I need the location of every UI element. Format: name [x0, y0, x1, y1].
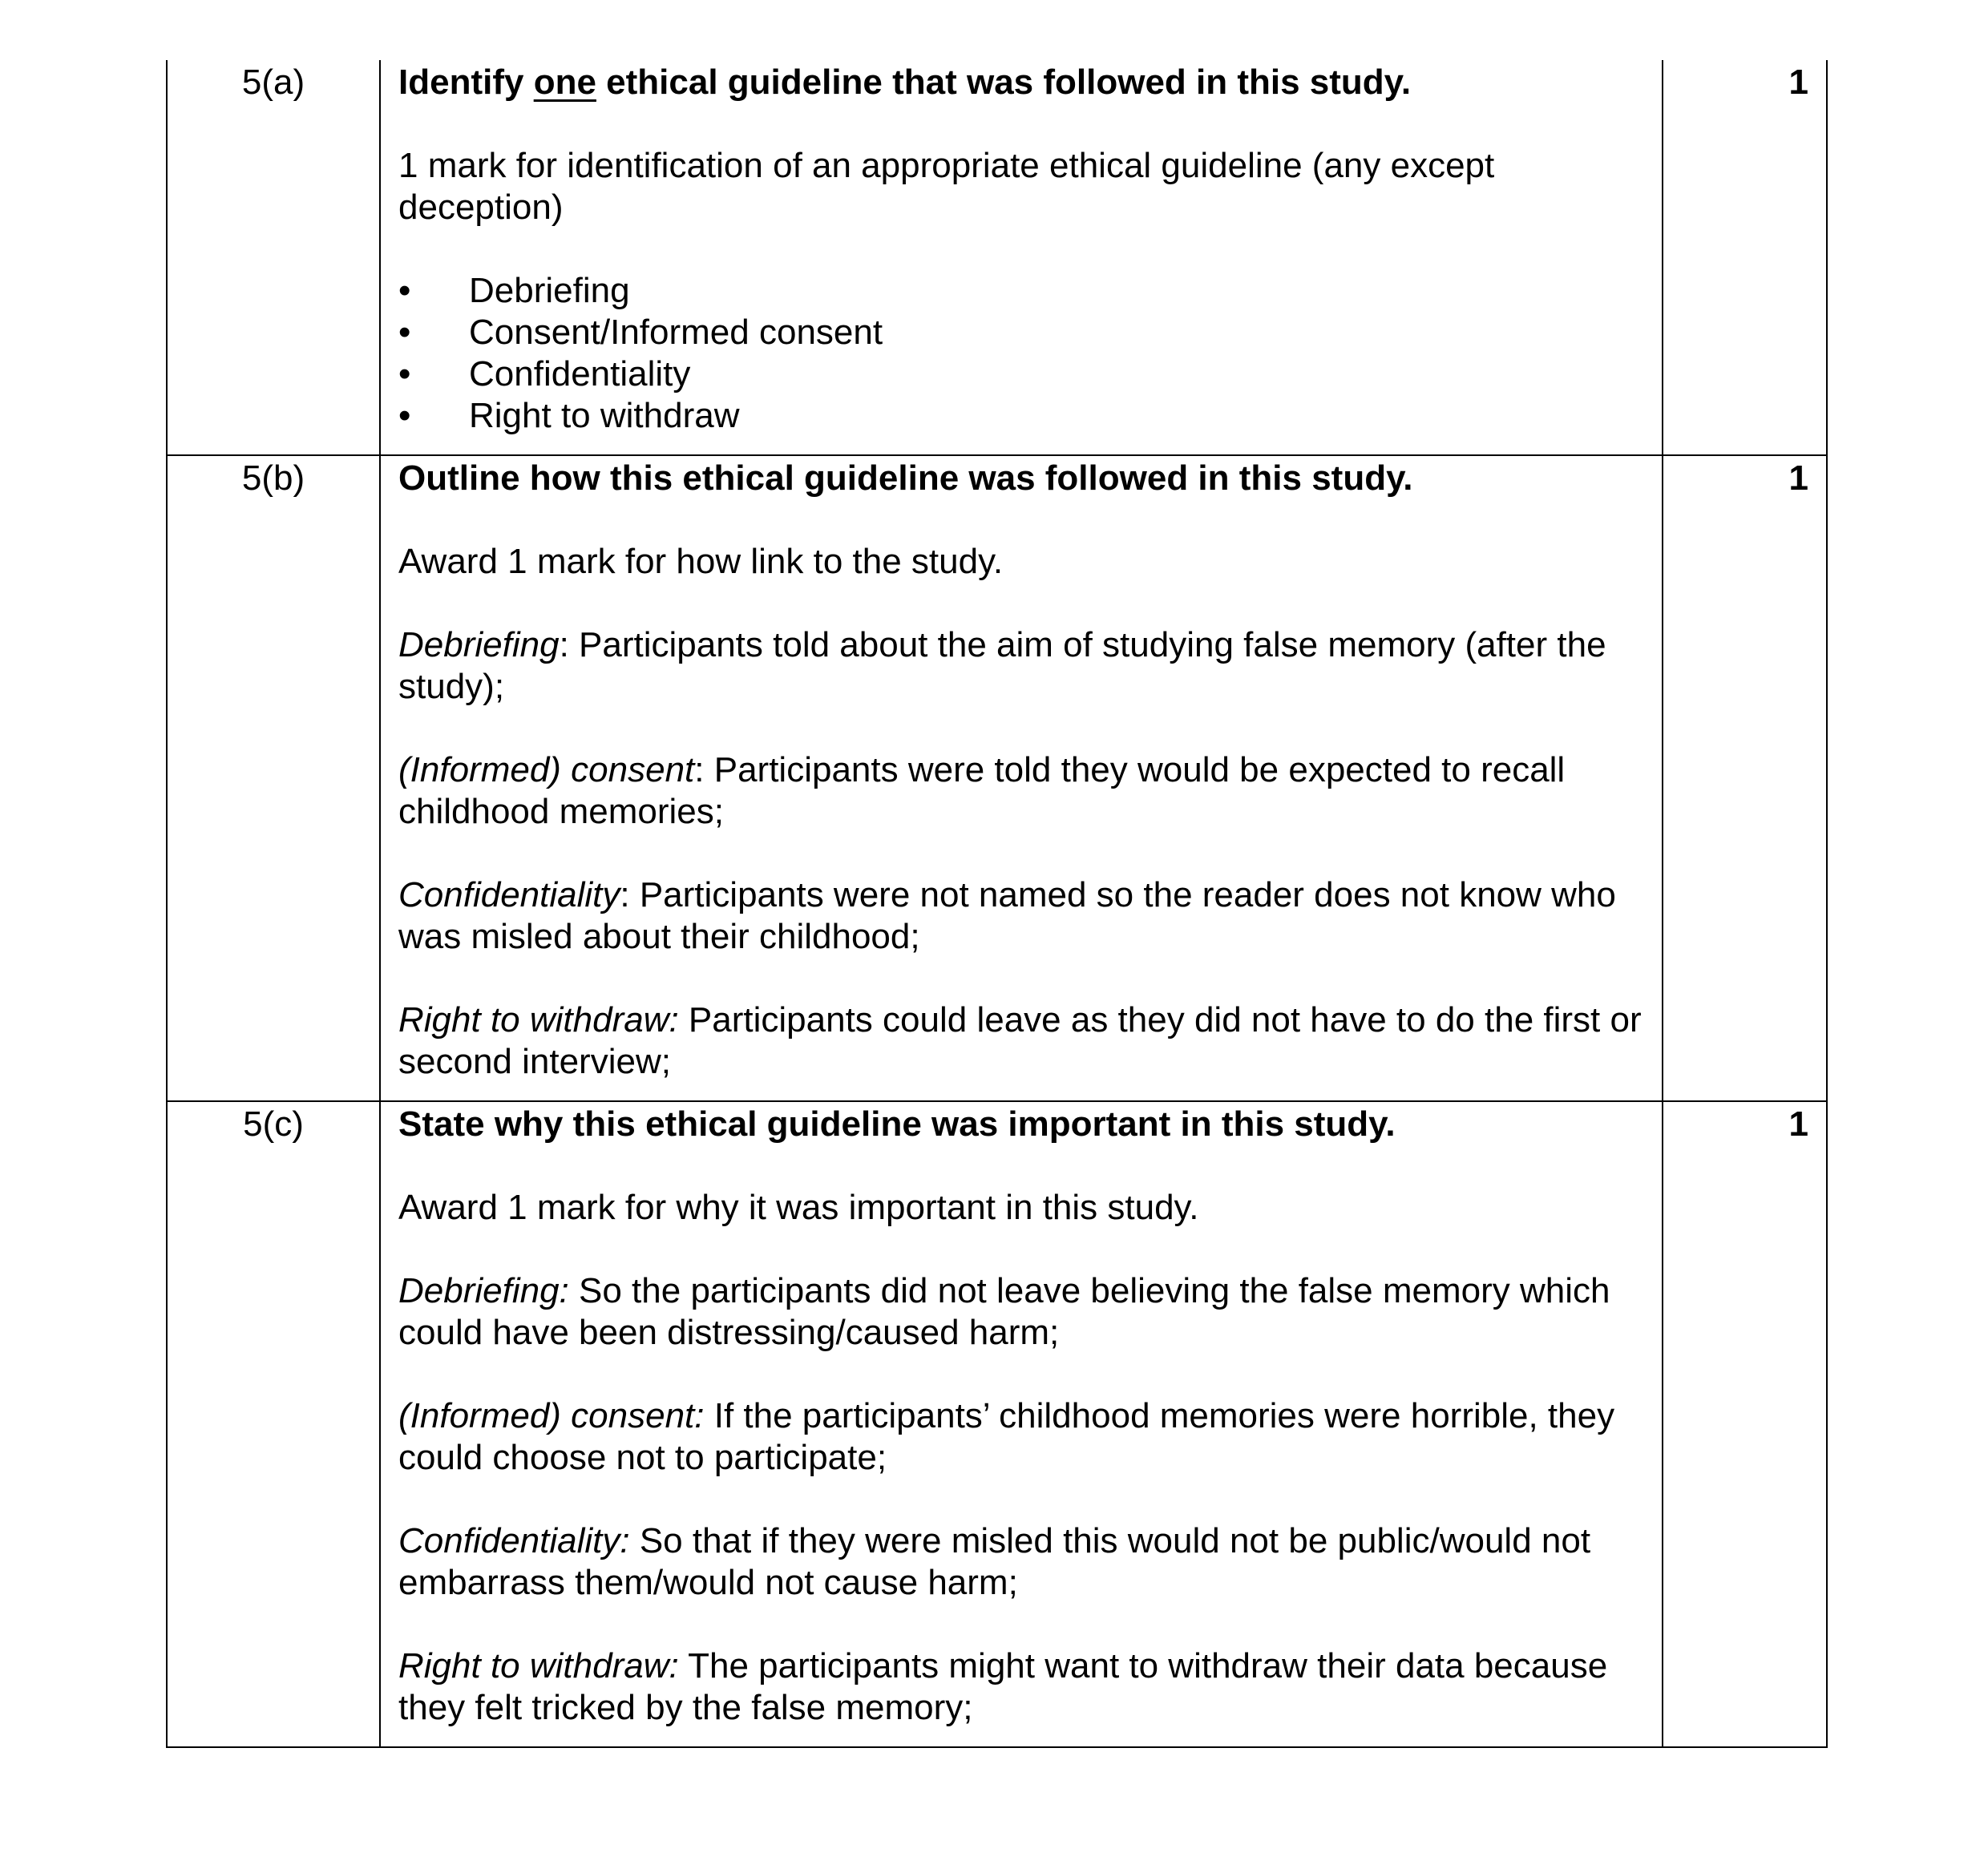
response-term: Debriefing:	[398, 1271, 569, 1310]
question-number: 5(b)	[167, 455, 380, 1101]
list-item-label: Confidentiality	[469, 354, 691, 394]
question-text-part: ethical guideline that was followed in this study.	[596, 63, 1412, 102]
response-item	[398, 1520, 1646, 1604]
response-item	[398, 874, 1646, 958]
response-text: : Participants were not named so the reader does not know who was misled about their childhood;	[398, 875, 1616, 956]
answer-cell	[380, 60, 1663, 455]
table-row	[167, 1101, 1827, 1747]
marks-value: 1	[1663, 1101, 1827, 1747]
response-text: The participants might want to withdraw their data because they felt tricked by the false memory;	[398, 1646, 1608, 1727]
marking-guidance: Award 1 mark for why it was important in this study.	[398, 1188, 1199, 1227]
marks-value: 1	[1663, 60, 1827, 455]
answer-cell	[380, 1101, 1663, 1747]
list-item	[398, 353, 1646, 395]
response-item	[398, 1395, 1646, 1479]
question-text-part: Identify	[398, 63, 534, 102]
response-item	[398, 999, 1646, 1083]
list-item-label: Debriefing	[469, 271, 630, 310]
response-term: Confidentiality	[398, 875, 620, 914]
marks-value: 1	[1663, 455, 1827, 1101]
response-item	[398, 1645, 1646, 1729]
list-item	[398, 395, 1646, 437]
bullet-icon: •	[398, 396, 411, 435]
question-emphasis: one	[533, 63, 596, 102]
response-text: So that if they were misled this would not be public/would not embarrass them/would not cause harm;	[398, 1521, 1591, 1602]
marking-guidance: Award 1 mark for how link to the study.	[398, 542, 1004, 581]
marking-guidance: 1 mark for identification of an appropriate ethical guideline (any except deception)	[398, 146, 1495, 227]
guideline-list	[398, 270, 1646, 437]
bullet-icon: •	[398, 354, 411, 394]
response-term: Right to withdraw:	[398, 1646, 679, 1685]
response-text: : Participants were told they would be expected to recall childhood memories;	[398, 750, 1566, 831]
list-item-label: Consent/Informed consent	[469, 313, 883, 352]
question-text	[398, 62, 1646, 103]
question-text: State why this ethical guideline was important in this study.	[398, 1104, 1396, 1144]
question-number: 5(a)	[167, 60, 380, 455]
response-text: : Participants told about the aim of studying false memory (after the study);	[398, 625, 1606, 706]
mark-scheme-table	[166, 60, 1828, 1748]
response-item	[398, 624, 1646, 708]
table-row	[167, 455, 1827, 1101]
response-text: So the participants did not leave believing the false memory which could have been distressing/caused harm;	[398, 1271, 1610, 1352]
answer-cell	[380, 455, 1663, 1101]
table-row	[167, 60, 1827, 455]
response-term: (Informed) consent:	[398, 1396, 705, 1435]
response-text: Participants could leave as they did not have to do the first or second interview;	[398, 1000, 1642, 1081]
response-item	[398, 1270, 1646, 1354]
list-item	[398, 270, 1646, 312]
list-item-label: Right to withdraw	[469, 396, 740, 435]
question-number: 5(c)	[167, 1101, 380, 1747]
response-item	[398, 749, 1646, 833]
response-text: If the participants’ childhood memories were horrible, they could choose not to participate;	[398, 1396, 1615, 1477]
bullet-icon: •	[398, 271, 411, 310]
response-term: Debriefing	[398, 625, 560, 664]
response-term: Right to withdraw:	[398, 1000, 679, 1039]
bullet-icon: •	[398, 313, 411, 352]
response-term: Confidentiality:	[398, 1521, 630, 1560]
question-text: Outline how this ethical guideline was followed in this study.	[398, 458, 1413, 498]
response-term: (Informed) consent	[398, 750, 695, 789]
list-item	[398, 312, 1646, 353]
